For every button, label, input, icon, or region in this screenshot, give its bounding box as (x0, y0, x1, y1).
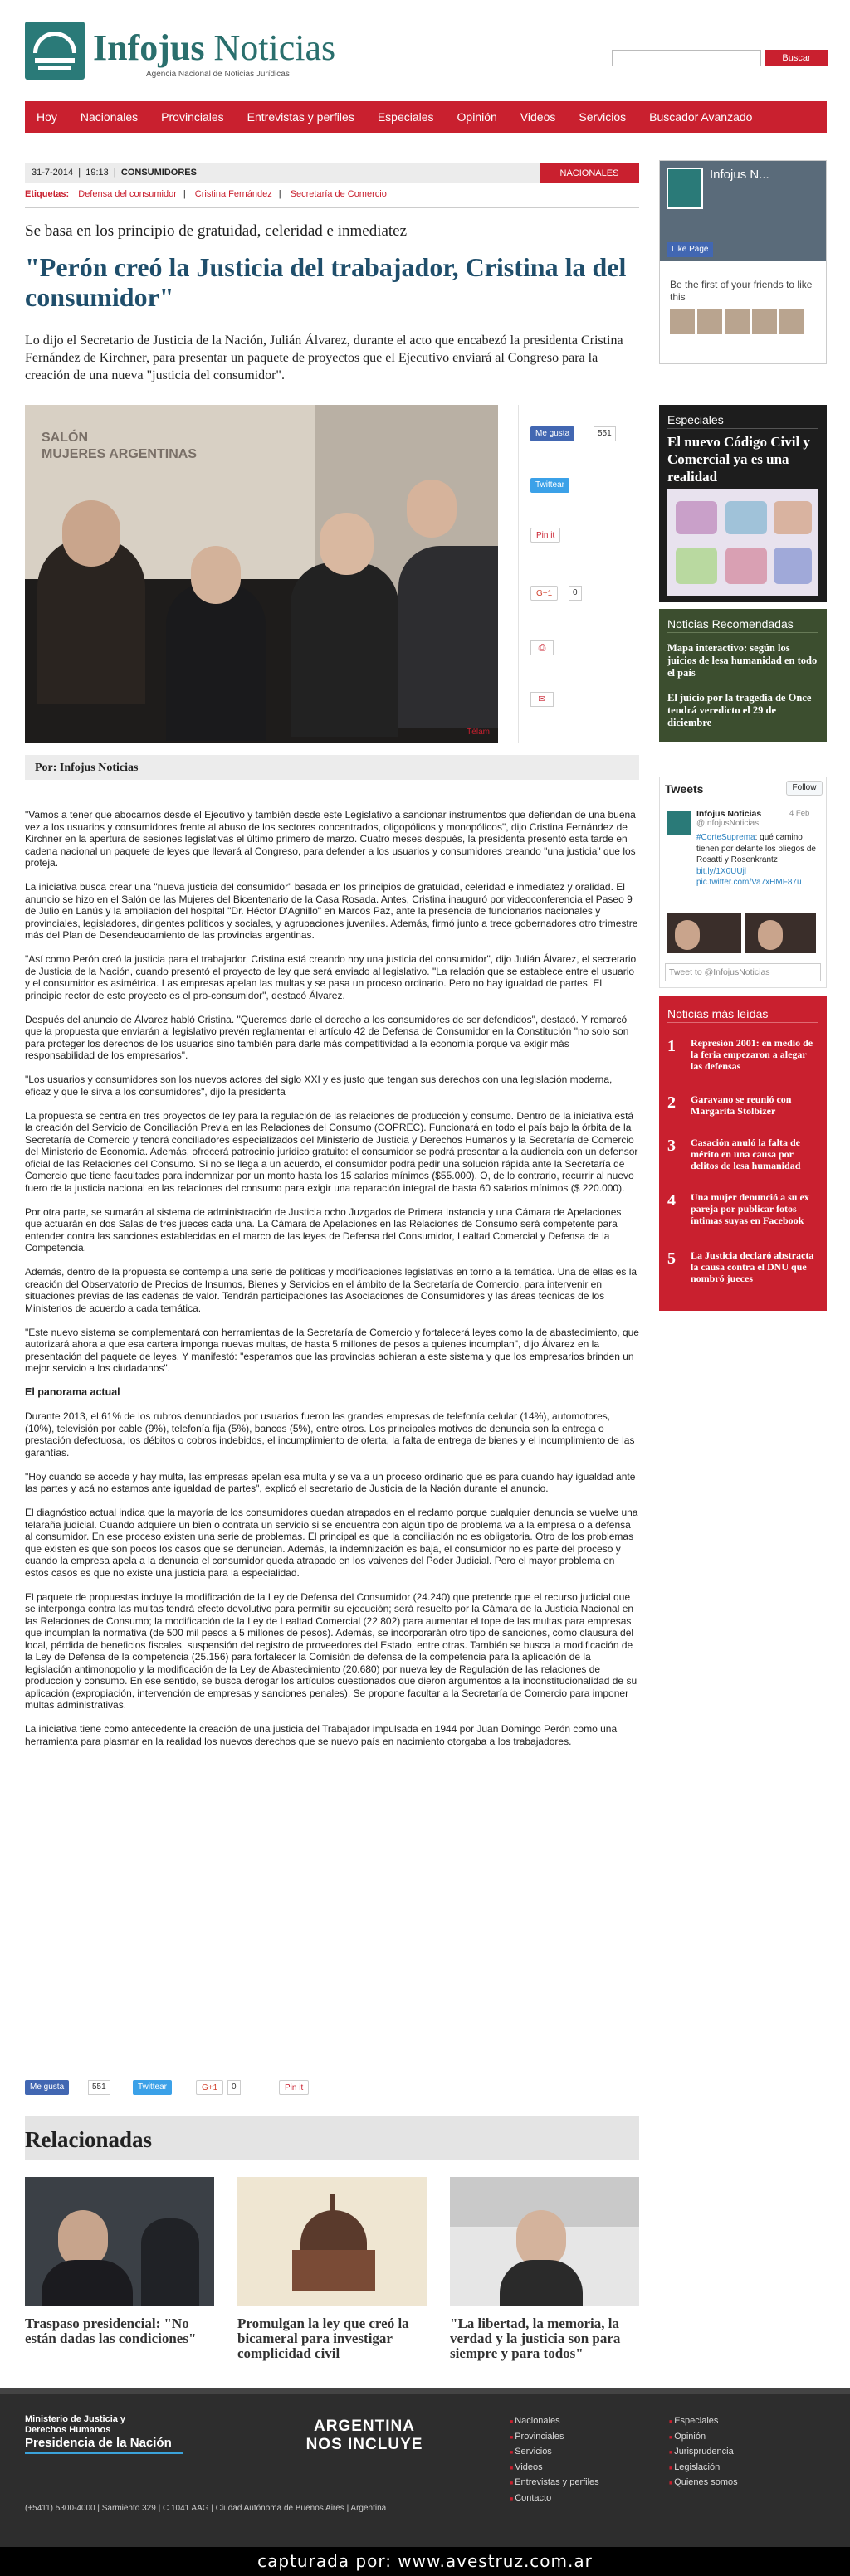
related-image[interactable] (450, 2177, 639, 2306)
presidency-label[interactable]: Presidencia de la Nación (25, 2436, 172, 2450)
nav-item-servicios[interactable]: Servicios (579, 110, 627, 124)
recomendadas-heading: Noticias Recomendadas (667, 617, 794, 631)
ministry-label[interactable]: Ministerio de Justicia y Derechos Humanos (25, 2414, 126, 2435)
article-kicker: Se basa en los principio de gratuidad, celeridad e inmediatez (25, 222, 408, 240)
body-paragraph: "Hoy cuando se accede y hay multa, las empresas apelan esa multa y se va a un proceso ordinario que es para cuando hay igualdad ante las partes y acá no estamos ante igualdad de partes", explicó el secretario de Justicia de la Nación durante el anuncio. (25, 1470, 636, 1494)
email-icon[interactable]: ✉ (530, 692, 554, 707)
footer-link[interactable]: ■ Videos (510, 2461, 599, 2476)
body-paragraph: Durante 2013, el 61% de los rubros denunciados por usuarios fueron las grandes empresas de telefonía celular (14%), automotores, (10%), televisión por cable (9%), telefonía fija (5%), bancos (5%), entre otros. Los principales motivos de denuncia son la entrega o prestación defectuosa, los débitos o cobros indebidos, el incumplimiento de oferta, la falta de entrega de bienes y el incumplimiento de las garantías. (25, 1410, 635, 1458)
pinterest-button[interactable]: Pin it (279, 2080, 309, 2095)
twitter-widget (659, 777, 827, 988)
nav-item-hoy[interactable]: Hoy (37, 110, 57, 124)
fb-friend-faces (670, 309, 804, 334)
article-time: 19:13 (85, 168, 109, 178)
footer-link[interactable]: ■ Quienes somos (669, 2476, 738, 2491)
twitter-follow-button[interactable]: Follow (786, 781, 823, 796)
body-subhead: El panorama actual (25, 1386, 120, 1398)
especiales-box[interactable] (659, 405, 827, 602)
tweet-link[interactable]: bit.ly/1X0UUjl pic.twitter.com/Va7xHMF87u (696, 866, 802, 887)
related-caption[interactable]: "La libertad, la memoria, la verdad y la justicia son para siempre y para todos" (450, 2315, 621, 2361)
byline: Por: Infojus Noticias (35, 762, 139, 774)
mas-leidas-box: Noticias más leídas 1 Represión 2001: en medio de la feria empezaron a alegar las defensas 2 Garavano se reunió con Margarita Stolbizer 3 Casación anuló la falta de mérito en una causa por delitos de lesa humanidad 4 Una mujer denunció a su ex pareja por publicar fotos íntimas suyas en Facebook 5 La Justicia declaró abstracta la causa contra el DNU que nombró jueces (659, 996, 827, 1311)
article-body (25, 809, 639, 1760)
argentina-logo[interactable]: ARGENTINA NOS INCLUYE (305, 2418, 423, 2453)
especiales-heading: Especiales (667, 413, 724, 426)
related-item[interactable] (450, 2177, 639, 2361)
tags-label: Etiquetas: (25, 189, 70, 199)
tweet-text: #CorteSuprema: qué camino tienen por delante los pliegos de Rosatti y Rosenkrantz bit.ly/1X0UUjl pic.twitter.com/Va7xHMF87u (696, 833, 816, 887)
especiales-title[interactable]: El nuevo Código Civil y Comercial ya es una realidad (667, 434, 810, 485)
nav-item-entrevistas[interactable]: Entrevistas y perfiles (247, 110, 354, 124)
nav-item-buscador[interactable]: Buscador Avanzado (649, 110, 753, 124)
related-item[interactable] (237, 2177, 427, 2361)
article-meta-bar: 31-7-2014 | 19:13 | CONSUMIDORES NACIONALES (25, 163, 639, 183)
site-brand[interactable]: Infojus Noticias (93, 27, 336, 68)
related-caption[interactable]: Traspaso presidencial: "No están dadas las condiciones" (25, 2315, 197, 2346)
tweets-heading: Tweets (665, 782, 704, 796)
footer-link[interactable]: ■ Especiales (669, 2414, 738, 2430)
related-image[interactable] (25, 2177, 214, 2306)
body-paragraph: "Así como Perón creó la justicia para el trabajador, Cristina está creando hoy una justicia del consumidor", dijo Julián Álvarez, el secretario de Justicia de la Nación, cuando presentó el proyecto de ley que será enviado al legislativo. "La relación que se establece entre el usuario y el consumidor es asimétrica. Las empresas apelan las multas y se pasa un proceso ordinario. Pero no hay igualdad de partes. El principio rector de este proyecto es el pro-consumidor", destacó Álvarez. (25, 953, 637, 1001)
capture-text: capturada por: www.avestruz.com.ar (257, 2551, 593, 2571)
article-category[interactable]: CONSUMIDORES (120, 168, 197, 178)
google-plus-count: 0 (569, 586, 582, 601)
article-lead: Lo dijo el Secretario de Justicia de la Nación, Julián Álvarez, durante el acto que encabezó la presidenta Cristina Fernández de Kirchner, para presentar un paquete de proyectos que el Ejecutivo enviará al Congreso para la creación de una nueva "justicia del consumidor". (25, 334, 623, 382)
footer-links-col2 (669, 2414, 738, 2491)
search-button[interactable]: Buscar (765, 50, 828, 66)
fb-widget-text: Be the first of your friends to like this (670, 279, 813, 303)
photo-sign-1: SALÓN (42, 431, 88, 445)
infojus-logo-icon[interactable] (25, 22, 85, 80)
infojus-logo-icon[interactable] (667, 168, 703, 209)
article-photo[interactable] (25, 405, 498, 743)
body-paragraph: El paquete de propuestas incluye la modificación de la Ley de Defensa del Consumidor (24.240) que pretende que el recurso judicial que se interponga contra las multas tendrá efecto devolutivo para permitir su ejecución; será resuelto por la Cámara de la Justicia Nacional en las Relaciones de Consumo; la modificación de la Ley de Lealtad Comercial (22.802) para aumentar el tope de las multas para empresas que incumplan la normativa (de 500 mil pesos a 5 millones de pesos). Además, se incorporarán otro tipo de sanciones, como clausura del local, pérdida de beneficios fiscales, suspensión del registro de proveedores del Estado, entre otras. También se busca la modificación de la Ley de Defensa de la competencia (25.156) para fortalecer la Comisión de defensa de la competencia para la aplicación de la legislación antimonopolio y la modificación de la Ley de Abastecimiento (20.680) por nueva ley de Regulación de las relaciones de producción y consumo. En ese sentido, se busca derogar los artículos cuestionados que dieron argumentos a la inconstitucionalidad de su aplicación (expropiación, intervención de empresas y sanciones penales). Se propone facultar a la Secretaría de Comercio para imponer multas administrativas. (25, 1590, 638, 1711)
related-heading: Relacionadas (25, 2127, 153, 2152)
related-caption[interactable]: Promulgan la ley que creó la bicameral para investigar complicidad civil (237, 2315, 409, 2361)
footer-link[interactable]: ■ Servicios (510, 2445, 599, 2461)
twitter-button[interactable]: Twittear (133, 2080, 172, 2095)
footer-link[interactable]: ■ Contacto (510, 2491, 599, 2507)
recomendadas-box (659, 609, 827, 742)
tweet-to-input[interactable]: Tweet to @InfojusNoticias (665, 963, 821, 981)
tag-link[interactable]: Defensa del consumidor (78, 189, 177, 199)
bottom-share-row (25, 2080, 357, 2096)
tweet-author[interactable]: Infojus Noticias (696, 809, 762, 819)
footer-link[interactable]: ■ Jurisprudencia (669, 2445, 738, 2461)
footer-link[interactable]: ■ Nacionales (510, 2414, 599, 2430)
google-plus-button[interactable]: G+1 (530, 586, 558, 601)
body-paragraph: "Este nuevo sistema se complementará con herramientas de la Secretaría de Comercio y fortalecerá leyes como la de abastecimiento, que autorizará ahora a que esa cartera imponga nuevas multas, de hasta 5 millones de pesos a quienes incumplan", dijo Álvarez en la presentación del paquete de leyes. Y manifestó: "esperamos que las provincias adhieran a este sistema y que los empresarios brinden un mejor servicio a los ciudadanos". (25, 1326, 639, 1374)
byline-bar (25, 755, 639, 780)
footer-link[interactable]: ■ Opinión (669, 2430, 738, 2446)
facebook-like-button[interactable]: Me gusta (25, 2080, 69, 2095)
footer-link[interactable]: ■ Entrevistas y perfiles (510, 2476, 599, 2491)
body-paragraph: "Vamos a tener que abocarnos desde el Ejecutivo y también desde este Legislativo a sancionar instrumentos que defiendan de una buena vez a los usuarios y consumidores frente al abuso de los sectores concentrados, oligopólicos y monopólicos", dijo Cristina Fernández de Kirchner en la apertura de sesiones legislativas el último primero de marzo. Cuatro meses después, la presidenta presentó esta tarde en cadena nacional un paquete de leyes que llevará al Congreso, para defender a los usuarios y consumidores creando "una justicia" que los proteja. (25, 809, 636, 869)
nav-item-videos[interactable]: Videos (520, 110, 556, 124)
body-paragraph: "Los usuarios y consumidores son los nuevos actores del siglo XXI y es justo que tengan sus derechos con una legislación moderna, eficaz y que le sirva a los consumidores", dijo la presidenta (25, 1074, 613, 1098)
especiales-image[interactable] (667, 489, 818, 596)
tweet-date[interactable]: 4 Feb (789, 809, 810, 818)
tweet-image[interactable] (667, 913, 816, 953)
main-nav (25, 101, 827, 133)
facebook-count: 551 (88, 2080, 110, 2095)
mas-leidas-heading: Noticias más leídas (667, 1007, 769, 1020)
body-paragraph: Por otra parte, se sumarán al sistema de administración de Justicia ocho Juzgados de Primera Instancia y una Cámara de Apelaciones que actuarán en dos Salas de tres jueces cada una. La Cámara de Apelaciones en las Relaciones de Consumo será competente para entender contra las sanciones establecidas en el marco de las leyes de Defensa del Consumidor, Lealtad Comercial y Defensa de la Competencia. (25, 1205, 622, 1254)
print-icon[interactable]: ⎙ (530, 640, 554, 655)
recomendada-link[interactable]: El juicio por la tragedia de Once tendrá veredicto el 29 de diciembre (667, 692, 812, 728)
section-badge[interactable]: NACIONALES (540, 163, 639, 183)
google-plus-count: 0 (227, 2080, 241, 2095)
nav-item-especiales[interactable]: Especiales (377, 110, 434, 124)
tags-row: Etiquetas: Defensa del consumidor | Cristina Fernández | Secretaría de Comercio (25, 189, 387, 199)
tag-link[interactable]: Cristina Fernández (194, 189, 272, 199)
article-date: 31-7-2014 (32, 168, 74, 178)
footer-address: (+5411) 5300-4000 | Sarmiento 329 | C 1041 AAG | Ciudad Autónoma de Buenos Aires | Argentina (25, 2504, 387, 2513)
fb-like-page-button[interactable]: Like Page (667, 242, 713, 257)
avatar[interactable] (667, 811, 691, 835)
body-paragraph: El diagnóstico actual indica que la mayoría de los consumidores quedan atrapados en el reclamo porque cualquier denuncia se vuelve una telaraña judicial. Cuando adquiere un bien o contrata un servicio si se encuentra con algún tipo de problema va a la empresa o a defensa al consumidor. En ese proceso existen una serie de problemas. El principal es que la conciliación no es obligatoria. Otro de los problemas que existen es que son pocos los casos que se denuncian. Además, la indemnización es baja, el consumidor no es parte del proceso y cuando la empresa apela a la denuncia el consumidor queda atrapado en los vaivenes del Poder Judicial. Pero el mayor problema en estos casos es que no existe una justicia para la especialidad. (25, 1507, 638, 1579)
nav-item-opinion[interactable]: Opinión (457, 110, 497, 124)
pinterest-button[interactable]: Pin it (530, 528, 560, 543)
fb-page-name[interactable]: Infojus N... (710, 168, 769, 182)
site-tagline: Agencia Nacional de Noticias Jurídicas (146, 70, 290, 79)
site-header (0, 0, 850, 98)
nav-item-nacionales[interactable]: Nacionales (80, 110, 139, 124)
body-paragraph: La iniciativa tiene como antecedente la creación de una justicia del Trabajador impulsada en 1944 por Juan Domingo Perón como una herramienta para plasmar en la realidad los nuevos derechos que se nuevo país en nacimiento otorgaba a los trabajadores. (25, 1723, 618, 1747)
related-header (25, 2116, 639, 2160)
tweet-hashtag[interactable]: #CorteSuprema (696, 833, 755, 842)
tag-link[interactable]: Secretaría de Comercio (290, 189, 387, 199)
recomendada-link[interactable]: Mapa interactivo: según los juicios de lesa humanidad en todo el país (667, 642, 818, 679)
body-paragraph: Además, dentro de la propuesta se contempla una serie de políticas y modificaciones legislativas en torno a la temática. Una de ellas es la creación del Observatorio de Precios de Insumos, Bienes y Servicios en el ámbito de la Secretaría de Comercio, para intervenir en situaciones previas de las cadenas de valor. Tendrán participaciones las Asociaciones de Consumidores y las áreas técnicas de los Ministerios de acuerdo a cada temática. (25, 1266, 638, 1314)
body-paragraph: La propuesta se centra en tres proyectos de ley para la regulación de las relaciones de producción y consumo. Dentro de la iniciativa está la creación del Servicio de Conciliación Previa en las Relaciones del Consumo (COPREC). Funcionará en todo el país bajo la órbita de la Secretaría de Comercio y tendrá conciliadores especializados del Ministerio de Justicia y Derechos Humanos y la Secretaría de Comercio del Ministerio de Economía. Además, ofrecerá patrocinio jurídico gratuito: el consumidor se podrá presentar a la audiencia con un defensor oficial de las Relaciones del Consumo. Si no se llega a un acuerdo, el consumidor podrá pedir una solución rápida ante la Secretaría de Comercio que tiene facultades para indemnizar por un monto hasta los 15 salarios mínimos ($55.000). O, de lo contrario, recurrir al nuevo fuero de la justicia nacional en las relaciones del consumo para exigir una reparación integral de hasta 60 salarios mínimos ($ 220.000). (25, 1109, 638, 1194)
photo-sign-2: MUJERES ARGENTINAS (42, 447, 197, 461)
tweet-handle[interactable]: @InfojusNoticias (696, 819, 760, 828)
body-paragraph: La iniciativa busca crear una "nueva justicia del consumidor" basada en los principios de gratuidad, celeridad e inmediatez y oralidad. El anuncio se hizo en el Salón de las Mujeres del Bicentenario de la Casa Rosada. Antes, Cristina inauguró por videoconferencia el Paseo 9 de Julio en Lanús y la ampliación del hospital "Dr. Héctor D'Agnillo" en Marcos Paz, ante la presencia de funcionarios nacionales y provinciales, legisladores, dirigentes políticos y sociales, y agrupaciones juveniles. Además, firmó junto a trece gobernadores otro trimestre más del Plan de Desendeudamiento de las provincias argentinas. (25, 881, 638, 941)
google-plus-button[interactable]: G+1 (196, 2080, 223, 2095)
capture-watermark (0, 2547, 850, 2576)
related-item[interactable] (25, 2177, 214, 2346)
body-paragraph: Después del anuncio de Álvarez habló Cristina. "Queremos darle el derecho a los consumidores de ser defendidos", destacó. Y remarcó que la propuesta que enviarán al legislativo prevén reglamentar el artículo 42 de Defensa de Consumidor en la Constitución "no solo son para proteger los derechos de los usuarios sino también para darle más competitividad a la economía porque va exigir más responsabilidad de los empresarios". (25, 1013, 629, 1061)
article-title: "Perón creó la Justicia del trabajador, Cristina la del consumidor" (25, 252, 627, 312)
share-column (518, 405, 639, 743)
search-input[interactable] (612, 50, 761, 66)
footer-link[interactable]: ■ Legislación (669, 2461, 738, 2476)
twitter-button[interactable]: Twittear (530, 478, 569, 493)
facebook-like-button[interactable]: Me gusta (530, 426, 574, 441)
nav-item-provinciales[interactable]: Provinciales (161, 110, 224, 124)
related-image[interactable] (237, 2177, 427, 2306)
footer-links-col1 (510, 2414, 599, 2506)
photo-credit: Télam (467, 728, 490, 737)
facebook-widget (659, 160, 827, 364)
facebook-count: 551 (594, 426, 616, 441)
footer-link[interactable]: ■ Provinciales (510, 2430, 599, 2446)
divider (25, 207, 639, 208)
